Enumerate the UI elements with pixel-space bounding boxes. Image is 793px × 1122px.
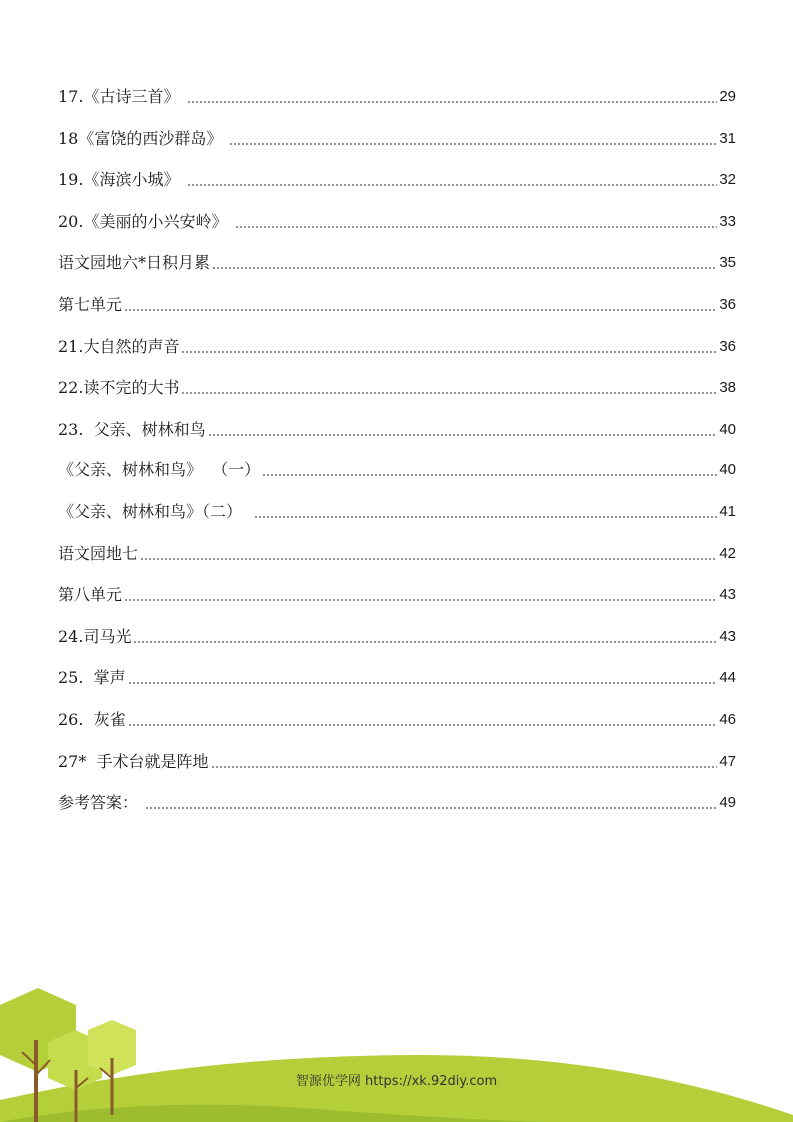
- dot-leader: [187, 101, 718, 103]
- toc-page-number: 40: [719, 421, 736, 438]
- toc-page-number: 41: [719, 503, 736, 520]
- dot-leader: [124, 599, 717, 601]
- tree-hill-decoration: [0, 960, 793, 1122]
- toc-page-number: 43: [719, 628, 736, 645]
- toc-title: 24.司马光: [58, 627, 132, 646]
- toc-row[interactable]: [58, 543, 736, 565]
- toc-row[interactable]: [58, 252, 736, 274]
- toc-page-number: 36: [719, 338, 736, 355]
- toc-row[interactable]: [58, 709, 736, 731]
- toc-row[interactable]: [58, 336, 736, 358]
- toc-row[interactable]: [58, 501, 736, 523]
- toc-page-number: 31: [719, 130, 736, 147]
- toc-title: 21.大自然的声音: [58, 337, 180, 356]
- dot-leader: [133, 641, 717, 643]
- toc-title: 17.《古诗三首》: [58, 87, 185, 106]
- toc-page-number: 38: [719, 379, 736, 396]
- toc-title: 23. 父亲、树林和鸟: [58, 420, 206, 439]
- toc-row[interactable]: [58, 751, 736, 773]
- toc-page-number: 46: [719, 711, 736, 728]
- toc-title: 第七单元: [58, 295, 123, 314]
- toc-row[interactable]: [58, 459, 736, 481]
- toc-row[interactable]: [58, 169, 736, 191]
- toc-row[interactable]: [58, 86, 736, 108]
- dot-leader: [140, 558, 717, 560]
- toc-row[interactable]: [58, 792, 736, 814]
- footer-watermark: 智源优学网 https://xk.92diy.com: [295, 1074, 498, 1089]
- dot-leader: [181, 351, 717, 353]
- dot-leader: [262, 474, 717, 476]
- toc-page-number: 47: [719, 753, 736, 770]
- toc-title: 参考答案：: [58, 793, 144, 812]
- toc-title: 第八单元: [58, 585, 123, 604]
- toc-page-number: 43: [719, 586, 736, 603]
- toc-row[interactable]: [58, 584, 736, 606]
- toc-row[interactable]: [58, 294, 736, 316]
- toc-page-number: 42: [719, 545, 736, 562]
- toc-title: 18《富饶的西沙群岛》: [58, 129, 228, 148]
- dot-leader: [212, 267, 717, 269]
- dot-leader: [235, 226, 718, 228]
- toc-title: 26. 灰雀: [58, 710, 126, 729]
- toc-title: 《父亲、树林和鸟》（二）: [58, 502, 253, 521]
- dot-leader: [254, 516, 717, 518]
- toc-page-number: 33: [719, 213, 736, 230]
- toc-row[interactable]: [58, 211, 736, 233]
- dot-leader: [187, 184, 718, 186]
- toc-title: 语文园地七: [58, 544, 139, 563]
- dot-leader: [229, 143, 717, 145]
- dot-leader: [208, 434, 718, 436]
- toc-page-number: 29: [719, 88, 736, 105]
- toc-title: 20.《美丽的小兴安岭》: [58, 212, 233, 231]
- toc-row[interactable]: [58, 419, 736, 441]
- toc-title: 语文园地六*日积月累: [58, 253, 211, 272]
- toc-page-number: 36: [719, 296, 736, 313]
- toc-row[interactable]: [58, 626, 736, 648]
- toc-title: 19.《海滨小城》: [58, 170, 185, 189]
- dot-leader: [145, 807, 717, 809]
- toc-page-number: 32: [719, 171, 736, 188]
- toc-title: 25. 掌声: [58, 668, 126, 687]
- toc-page-number: 35: [719, 254, 736, 271]
- dot-leader: [128, 682, 718, 684]
- toc-row[interactable]: [58, 667, 736, 689]
- toc-title: 22.读不完的大书: [58, 378, 180, 397]
- toc-row[interactable]: [58, 377, 736, 399]
- toc-row[interactable]: [58, 128, 736, 150]
- toc-title: 《父亲、树林和鸟》 （一）: [58, 460, 261, 479]
- dot-leader: [211, 766, 718, 768]
- toc-title: 27* 手术台就是阵地: [58, 752, 209, 771]
- dot-leader: [181, 392, 717, 394]
- toc-page-number: 49: [719, 794, 736, 811]
- toc-page-number: 44: [719, 669, 736, 686]
- toc-page-number: 40: [719, 461, 736, 478]
- dot-leader: [128, 724, 718, 726]
- dot-leader: [124, 309, 717, 311]
